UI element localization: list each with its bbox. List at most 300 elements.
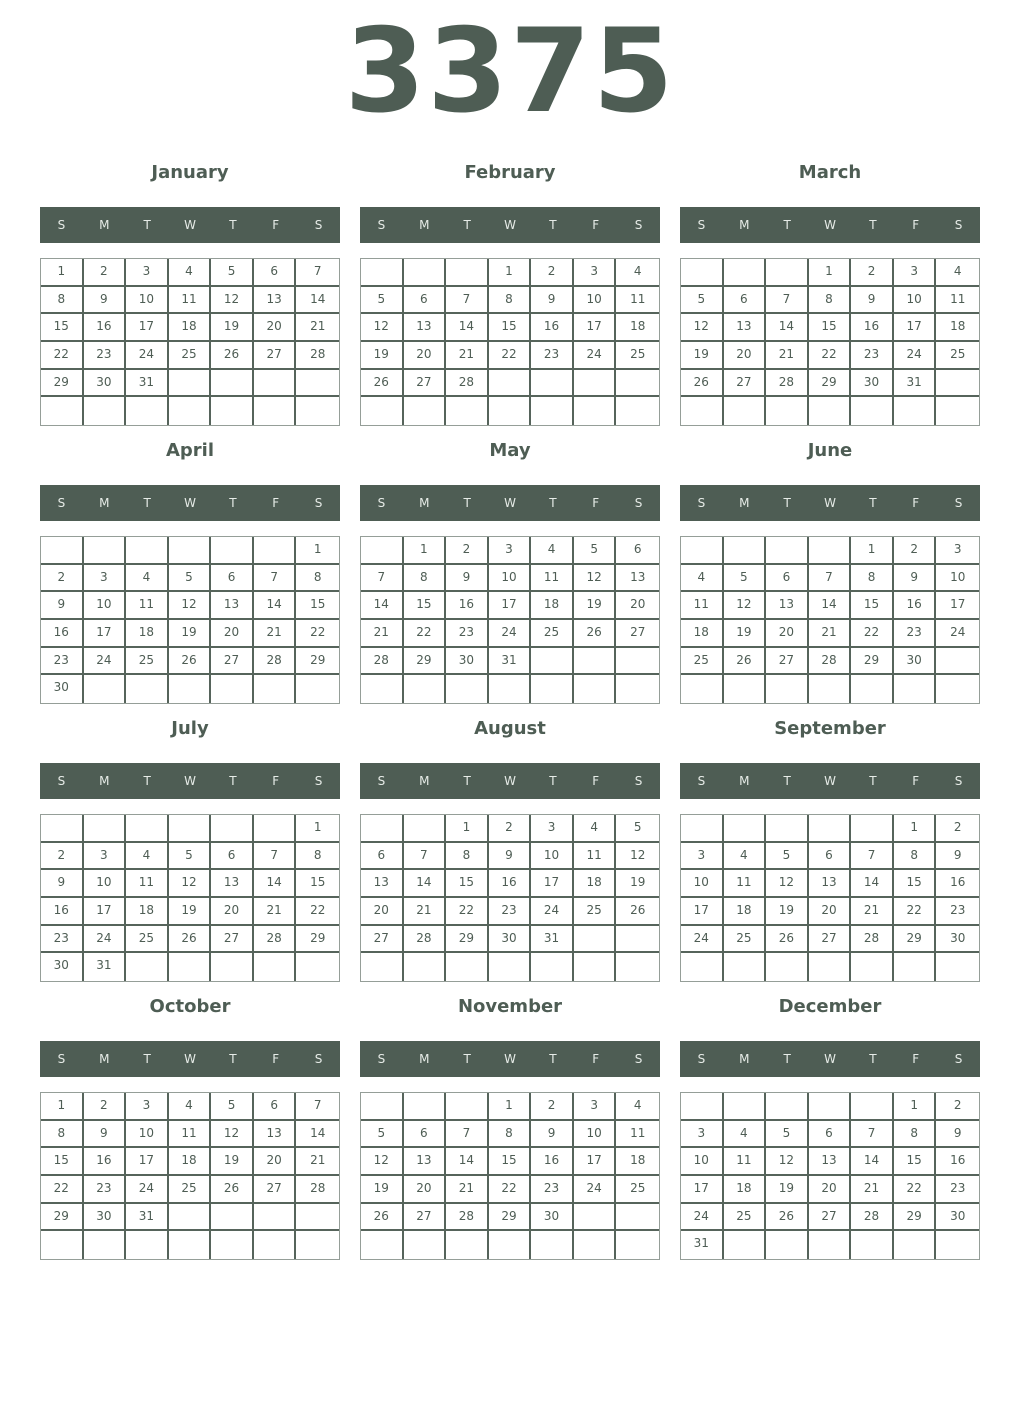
day-cell: 31 (894, 370, 937, 398)
day-cell (616, 370, 659, 398)
day-cell: 12 (211, 1121, 254, 1149)
day-cell (724, 675, 767, 703)
day-cell: 24 (126, 1176, 169, 1204)
day-cell: 24 (936, 620, 979, 648)
day-cell: 21 (296, 1148, 339, 1176)
day-cell: 4 (574, 815, 617, 843)
weekday-label: W (504, 774, 516, 788)
day-cell: 2 (84, 1093, 127, 1121)
day-cell: 28 (296, 342, 339, 370)
month-november (360, 996, 660, 1266)
day-cell: 25 (616, 342, 659, 370)
weekday-header (360, 1041, 660, 1077)
day-cell: 14 (296, 287, 339, 315)
day-cell: 23 (531, 1176, 574, 1204)
weekday-label: M (739, 774, 750, 788)
day-cell (211, 815, 254, 843)
weekday-label: T (143, 218, 151, 232)
day-cell: 30 (84, 370, 127, 398)
day-cell: 14 (446, 314, 489, 342)
day-cell (489, 397, 532, 425)
day-cell: 28 (766, 370, 809, 398)
day-cell: 9 (84, 1121, 127, 1149)
day-cell: 18 (126, 620, 169, 648)
day-cell: 1 (894, 815, 937, 843)
day-cell (404, 397, 447, 425)
day-cell: 5 (169, 843, 212, 871)
day-cell: 1 (296, 815, 339, 843)
day-cell (126, 815, 169, 843)
day-cell: 11 (531, 565, 574, 593)
day-cell: 6 (404, 287, 447, 315)
day-cell (724, 397, 767, 425)
weekday-label: S (377, 496, 386, 510)
day-cell: 30 (936, 1204, 979, 1232)
month-october (40, 996, 340, 1266)
day-cell (616, 648, 659, 676)
day-grid (360, 536, 660, 704)
day-cell (616, 926, 659, 954)
day-cell: 30 (84, 1204, 127, 1232)
day-cell (126, 953, 169, 981)
day-cell: 22 (404, 620, 447, 648)
day-cell: 6 (211, 565, 254, 593)
day-cell: 24 (489, 620, 532, 648)
day-cell: 22 (446, 898, 489, 926)
day-cell: 16 (531, 1148, 574, 1176)
day-cell: 2 (446, 537, 489, 565)
day-cell: 10 (126, 287, 169, 315)
day-cell: 28 (254, 648, 297, 676)
weekday-label: F (272, 774, 280, 788)
day-cell (296, 1204, 339, 1232)
day-cell: 11 (126, 592, 169, 620)
day-cell: 15 (489, 1148, 532, 1176)
day-cell: 27 (361, 926, 404, 954)
day-cell: 13 (211, 870, 254, 898)
day-cell: 17 (126, 1148, 169, 1176)
day-cell: 31 (84, 953, 127, 981)
day-grid (40, 1092, 340, 1260)
day-cell: 13 (724, 314, 767, 342)
day-cell: 31 (681, 1231, 724, 1259)
day-cell: 23 (531, 342, 574, 370)
month-title: March (798, 162, 862, 183)
day-cell: 29 (404, 648, 447, 676)
day-cell (681, 675, 724, 703)
day-cell: 18 (681, 620, 724, 648)
day-cell: 19 (211, 314, 254, 342)
day-cell (404, 1231, 447, 1259)
day-cell: 3 (574, 1093, 617, 1121)
day-grid (40, 814, 340, 982)
day-cell (361, 537, 404, 565)
day-cell: 20 (766, 620, 809, 648)
day-cell: 20 (724, 342, 767, 370)
day-cell: 22 (851, 620, 894, 648)
day-cell (254, 815, 297, 843)
day-cell: 15 (296, 592, 339, 620)
day-cell (766, 1231, 809, 1259)
day-cell: 17 (84, 898, 127, 926)
day-cell: 2 (936, 1093, 979, 1121)
day-cell: 8 (851, 565, 894, 593)
day-cell: 28 (296, 1176, 339, 1204)
day-cell: 4 (681, 565, 724, 593)
day-cell (211, 370, 254, 398)
day-cell: 1 (41, 259, 84, 287)
day-cell (724, 537, 767, 565)
day-cell: 10 (894, 287, 937, 315)
day-cell: 12 (574, 565, 617, 593)
day-cell: 27 (809, 1204, 852, 1232)
weekday-label: S (634, 496, 643, 510)
day-cell: 23 (936, 898, 979, 926)
day-cell: 1 (446, 815, 489, 843)
day-cell (681, 953, 724, 981)
day-cell (404, 259, 447, 287)
weekday-label: T (229, 1052, 237, 1066)
day-cell: 26 (169, 926, 212, 954)
day-cell: 1 (404, 537, 447, 565)
day-cell: 29 (894, 926, 937, 954)
day-cell: 10 (84, 870, 127, 898)
day-cell: 11 (169, 1121, 212, 1149)
day-cell: 9 (936, 1121, 979, 1149)
weekday-label: W (824, 774, 836, 788)
day-cell: 8 (446, 843, 489, 871)
month-title: August (474, 718, 546, 739)
weekday-label: T (463, 218, 471, 232)
day-grid (680, 1092, 980, 1260)
day-cell (766, 1093, 809, 1121)
day-cell: 30 (894, 648, 937, 676)
day-cell: 31 (531, 926, 574, 954)
day-cell: 3 (574, 259, 617, 287)
day-cell: 30 (41, 675, 84, 703)
weekday-label: T (783, 496, 791, 510)
day-cell: 11 (574, 843, 617, 871)
month-april (40, 440, 340, 710)
day-cell: 5 (361, 1121, 404, 1149)
day-cell (724, 1231, 767, 1259)
day-cell (84, 537, 127, 565)
weekday-label: F (272, 1052, 280, 1066)
day-cell (169, 815, 212, 843)
weekday-label: F (592, 218, 600, 232)
weekday-label: S (634, 774, 643, 788)
weekday-label: T (783, 774, 791, 788)
day-cell: 31 (126, 1204, 169, 1232)
day-cell: 16 (489, 870, 532, 898)
day-cell (574, 648, 617, 676)
day-cell: 13 (211, 592, 254, 620)
day-cell: 28 (446, 1204, 489, 1232)
day-cell: 27 (616, 620, 659, 648)
day-grid (360, 814, 660, 982)
day-cell: 3 (681, 1121, 724, 1149)
day-cell: 3 (936, 537, 979, 565)
day-cell: 20 (254, 1148, 297, 1176)
day-cell: 23 (84, 342, 127, 370)
day-cell: 15 (851, 592, 894, 620)
day-cell: 7 (766, 287, 809, 315)
day-cell: 19 (211, 1148, 254, 1176)
weekday-header (680, 207, 980, 243)
day-cell: 14 (361, 592, 404, 620)
day-cell: 18 (531, 592, 574, 620)
day-cell: 3 (126, 259, 169, 287)
day-cell: 15 (446, 870, 489, 898)
day-cell: 20 (809, 1176, 852, 1204)
day-cell: 29 (296, 926, 339, 954)
day-cell: 8 (809, 287, 852, 315)
weekday-label: F (912, 1052, 920, 1066)
day-cell (254, 1204, 297, 1232)
month-title: December (778, 996, 882, 1017)
day-cell: 18 (724, 1176, 767, 1204)
day-cell: 23 (84, 1176, 127, 1204)
day-cell: 22 (894, 898, 937, 926)
weekday-label: S (697, 218, 706, 232)
day-cell (894, 1231, 937, 1259)
weekday-label: F (912, 496, 920, 510)
day-cell: 19 (724, 620, 767, 648)
day-cell: 23 (489, 898, 532, 926)
day-cell: 14 (446, 1148, 489, 1176)
day-cell: 27 (724, 370, 767, 398)
day-cell: 24 (84, 926, 127, 954)
day-cell: 10 (126, 1121, 169, 1149)
day-cell (254, 675, 297, 703)
day-cell: 7 (851, 1121, 894, 1149)
day-cell: 12 (361, 314, 404, 342)
year-title: 3375 (344, 4, 676, 139)
weekday-label: S (697, 774, 706, 788)
day-cell: 15 (41, 314, 84, 342)
day-cell (361, 953, 404, 981)
day-cell: 13 (809, 1148, 852, 1176)
day-cell: 25 (936, 342, 979, 370)
day-cell: 26 (616, 898, 659, 926)
day-cell: 5 (169, 565, 212, 593)
day-cell: 7 (809, 565, 852, 593)
day-cell: 26 (211, 1176, 254, 1204)
day-cell: 24 (574, 342, 617, 370)
weekday-label: T (549, 496, 557, 510)
day-cell: 27 (809, 926, 852, 954)
day-cell (936, 675, 979, 703)
day-cell: 27 (211, 648, 254, 676)
day-cell: 22 (894, 1176, 937, 1204)
day-cell: 9 (851, 287, 894, 315)
day-cell (936, 1231, 979, 1259)
weekday-label: S (697, 496, 706, 510)
day-cell (169, 370, 212, 398)
day-cell: 19 (766, 898, 809, 926)
weekday-label: S (954, 496, 963, 510)
day-cell: 23 (446, 620, 489, 648)
day-cell (169, 953, 212, 981)
day-cell (766, 675, 809, 703)
day-cell: 16 (936, 870, 979, 898)
day-cell (574, 675, 617, 703)
weekday-label: T (463, 1052, 471, 1066)
day-cell (936, 953, 979, 981)
day-cell: 9 (489, 843, 532, 871)
day-cell (41, 397, 84, 425)
weekday-label: M (419, 774, 430, 788)
day-cell: 4 (724, 843, 767, 871)
day-cell: 17 (936, 592, 979, 620)
weekday-label: S (377, 1052, 386, 1066)
day-cell: 2 (894, 537, 937, 565)
month-title: November (457, 996, 563, 1017)
day-cell: 23 (851, 342, 894, 370)
day-cell: 6 (809, 843, 852, 871)
day-cell: 19 (361, 342, 404, 370)
day-cell: 3 (126, 1093, 169, 1121)
day-cell (809, 953, 852, 981)
day-cell: 21 (296, 314, 339, 342)
day-cell (41, 537, 84, 565)
day-cell: 11 (724, 870, 767, 898)
day-cell (211, 1204, 254, 1232)
weekday-label: T (783, 1052, 791, 1066)
day-cell: 9 (531, 1121, 574, 1149)
month-may (360, 440, 660, 710)
day-cell: 7 (404, 843, 447, 871)
day-cell: 22 (296, 620, 339, 648)
weekday-label: M (739, 1052, 750, 1066)
day-cell: 19 (574, 592, 617, 620)
day-cell: 24 (681, 1204, 724, 1232)
weekday-label: F (592, 496, 600, 510)
day-cell (84, 675, 127, 703)
day-cell: 7 (446, 1121, 489, 1149)
day-cell: 28 (851, 1204, 894, 1232)
day-cell (851, 1093, 894, 1121)
day-cell: 25 (724, 1204, 767, 1232)
day-cell (361, 1093, 404, 1121)
day-cell: 8 (894, 1121, 937, 1149)
weekday-label: S (954, 774, 963, 788)
day-cell (169, 397, 212, 425)
day-cell (809, 1231, 852, 1259)
month-february (360, 162, 660, 432)
day-cell: 18 (126, 898, 169, 926)
weekday-header (40, 207, 340, 243)
day-cell: 8 (489, 287, 532, 315)
day-cell: 14 (851, 1148, 894, 1176)
day-cell: 21 (254, 898, 297, 926)
day-cell: 29 (489, 1204, 532, 1232)
day-cell (894, 675, 937, 703)
day-cell: 20 (404, 342, 447, 370)
day-cell: 8 (894, 843, 937, 871)
day-cell (851, 1231, 894, 1259)
day-cell (446, 397, 489, 425)
day-cell: 2 (489, 815, 532, 843)
day-cell: 15 (809, 314, 852, 342)
day-cell: 17 (126, 314, 169, 342)
month-title: September (774, 718, 886, 739)
day-cell: 28 (254, 926, 297, 954)
day-cell (446, 1231, 489, 1259)
day-cell: 12 (766, 870, 809, 898)
day-cell: 6 (404, 1121, 447, 1149)
weekday-label: T (549, 1052, 557, 1066)
day-cell: 14 (254, 592, 297, 620)
day-cell (531, 953, 574, 981)
day-cell: 29 (809, 370, 852, 398)
day-cell (296, 953, 339, 981)
day-cell: 2 (531, 259, 574, 287)
day-cell: 23 (41, 926, 84, 954)
day-cell: 21 (851, 898, 894, 926)
day-cell: 5 (724, 565, 767, 593)
day-cell: 15 (41, 1148, 84, 1176)
day-cell (681, 259, 724, 287)
day-cell: 25 (126, 926, 169, 954)
day-cell (574, 397, 617, 425)
day-cell (489, 953, 532, 981)
day-cell: 20 (211, 620, 254, 648)
day-cell: 23 (894, 620, 937, 648)
day-cell (446, 259, 489, 287)
month-march (680, 162, 980, 432)
day-cell: 25 (724, 926, 767, 954)
weekday-label: M (99, 218, 110, 232)
day-cell (681, 815, 724, 843)
weekday-label: M (419, 1052, 430, 1066)
weekday-header (680, 485, 980, 521)
weekday-label: F (272, 496, 280, 510)
day-cell: 22 (41, 342, 84, 370)
day-cell: 1 (489, 259, 532, 287)
weekday-label: F (912, 774, 920, 788)
day-cell (851, 815, 894, 843)
weekday-label: W (504, 1052, 516, 1066)
weekday-label: S (314, 218, 323, 232)
day-cell: 16 (41, 620, 84, 648)
day-cell (574, 953, 617, 981)
day-cell (404, 675, 447, 703)
day-cell: 18 (724, 898, 767, 926)
day-cell: 15 (404, 592, 447, 620)
day-cell: 17 (574, 1148, 617, 1176)
day-cell (531, 648, 574, 676)
day-cell: 17 (574, 314, 617, 342)
day-cell: 17 (681, 1176, 724, 1204)
day-cell: 6 (809, 1121, 852, 1149)
day-cell: 8 (404, 565, 447, 593)
weekday-label: S (697, 1052, 706, 1066)
day-cell: 5 (361, 287, 404, 315)
day-cell (361, 259, 404, 287)
day-cell: 19 (169, 898, 212, 926)
weekday-label: S (954, 218, 963, 232)
day-cell (894, 397, 937, 425)
day-cell: 29 (41, 1204, 84, 1232)
day-cell: 4 (936, 259, 979, 287)
day-cell: 24 (574, 1176, 617, 1204)
weekday-label: T (463, 774, 471, 788)
day-cell: 22 (489, 342, 532, 370)
day-cell (296, 1231, 339, 1259)
weekday-header (680, 763, 980, 799)
day-cell (851, 675, 894, 703)
